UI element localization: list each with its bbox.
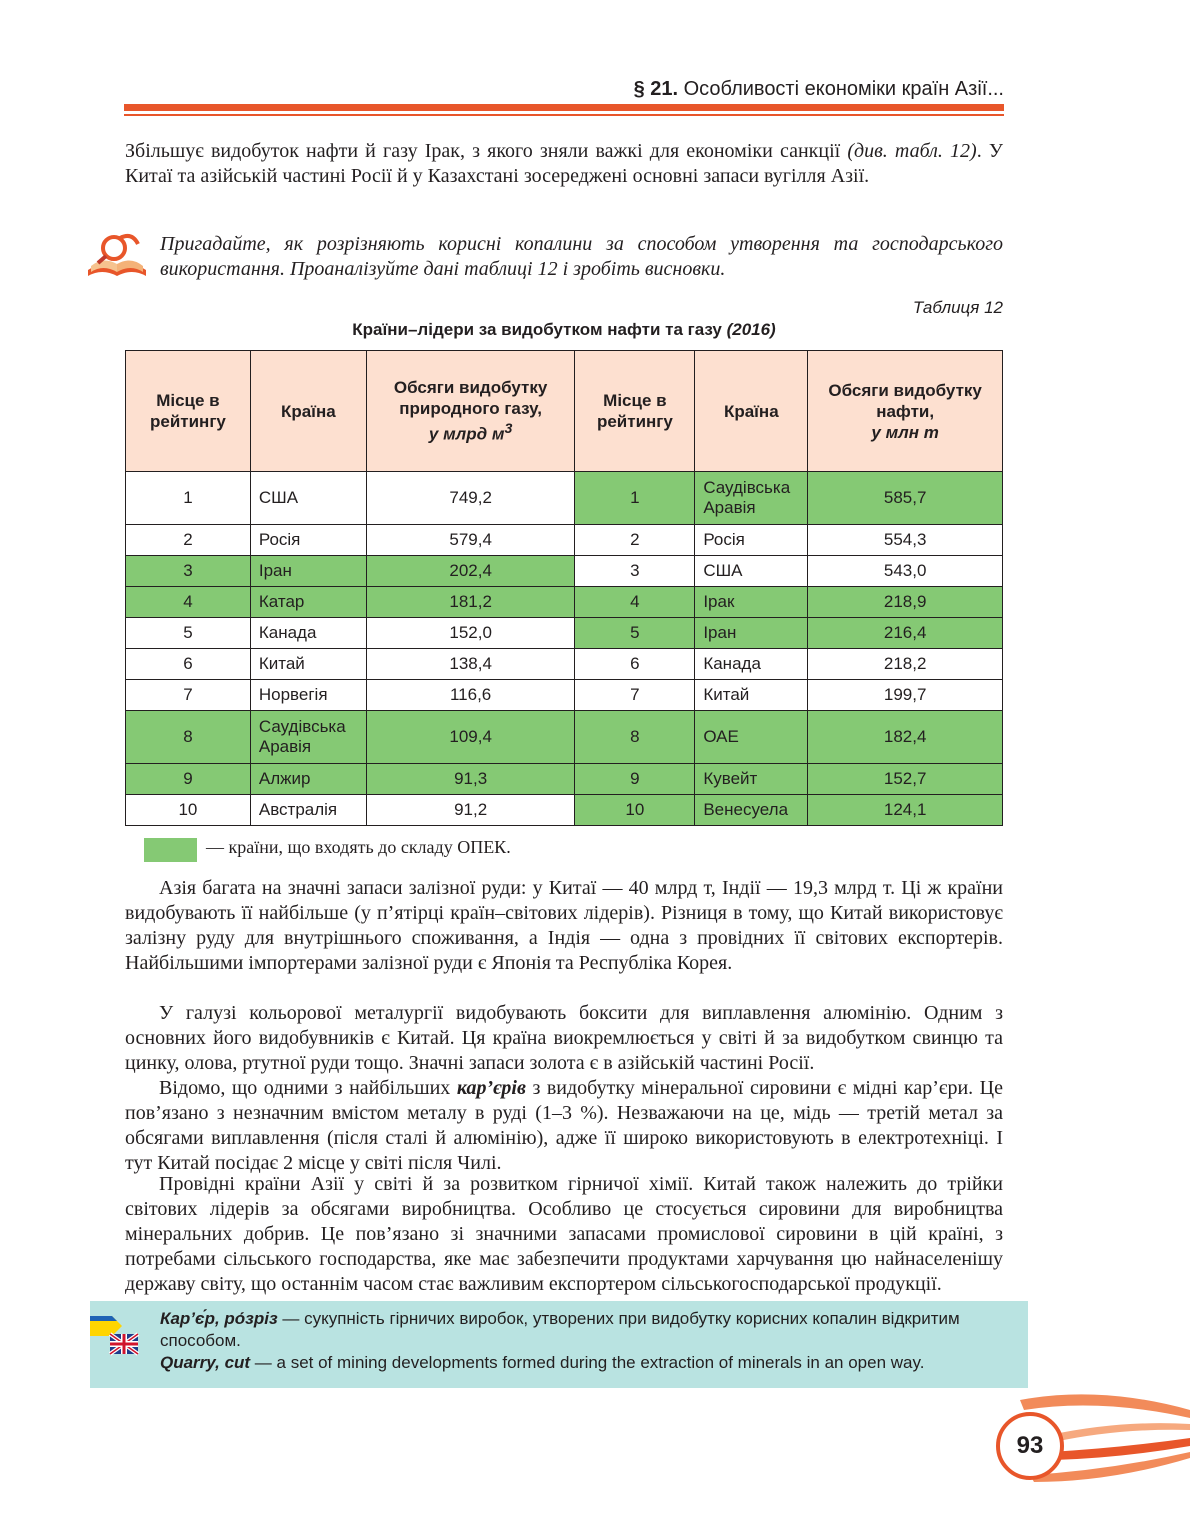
- book-with-magnifier-icon: [84, 230, 150, 280]
- gas-value-cell: 152,0: [366, 618, 575, 649]
- header-country-gas: Країна: [250, 351, 366, 472]
- rank-cell: 2: [126, 525, 251, 556]
- oil-value-cell: 543,0: [808, 556, 1003, 587]
- paragraph-mining-chemistry: Провідні країни Азії у світі й за розвитком гірничої хімії. Китай також належить до трійки світових лідерів за обсягами виробництва. Особливо це стосується сировини для виробництва мінеральних добрив. Це пов’язано зі значними запасами промислової сировини в цій країні, з потребами сільського господарства, яке має забезпечити продуктами харчування цю найнаселенішу державу світу, що останнім часом стає важливим експортером сільськогосподарської продукції.: [125, 1173, 1003, 1295]
- section-number: § 21.: [633, 78, 679, 100]
- rank-cell: 1: [126, 472, 251, 525]
- table-row: [126, 649, 1003, 680]
- section-title: Особливості економіки країн Азії...: [683, 78, 1004, 100]
- rank-cell: 7: [126, 680, 251, 711]
- rank-cell: 4: [126, 587, 251, 618]
- header-gas-volume: Обсяги видобутку природного газу, у млрд $м^3$: [366, 351, 575, 472]
- intro-paragraph: Збільшує видобуток нафти й газу Ірак, з якого зняли важкі для економіки санкції (див. табл. 12). У Китаї та азійській частині Росії й у Казахстані зосереджені основні запаси вугілля Азії.: [125, 140, 1004, 187]
- table-header-row: [126, 351, 1003, 472]
- rank-cell: 8: [575, 711, 695, 764]
- country-cell: Венесуела: [695, 795, 808, 826]
- table-title: Країни–лідери за видобутком нафти та газу (2016): [352, 320, 776, 339]
- table-row: [126, 587, 1003, 618]
- rank-cell: 2: [575, 525, 695, 556]
- table-row: [126, 556, 1003, 587]
- rank-cell: 10: [575, 795, 695, 826]
- header-rule: [124, 104, 1004, 111]
- gas-value-cell: 91,2: [366, 795, 575, 826]
- section-header: [634, 78, 1004, 101]
- oil-value-cell: 124,1: [808, 795, 1003, 826]
- country-cell: ОАЕ: [695, 711, 808, 764]
- country-cell: Росія: [695, 525, 808, 556]
- oil-value-cell: 199,7: [808, 680, 1003, 711]
- header-rule-thin: [124, 114, 1004, 116]
- rank-cell: 3: [126, 556, 251, 587]
- oil-value-cell: 585,7: [808, 472, 1003, 525]
- gas-value-cell: 138,4: [366, 649, 575, 680]
- table-row: [126, 711, 1003, 764]
- gas-value-cell: 202,4: [366, 556, 575, 587]
- table-row: [126, 764, 1003, 795]
- ukraine-uk-flags-icon: [90, 1310, 140, 1358]
- rank-cell: 5: [126, 618, 251, 649]
- opec-legend-swatch: [144, 838, 197, 862]
- rank-cell: 8: [126, 711, 251, 764]
- country-cell: Росія: [250, 525, 366, 556]
- country-cell: Китай: [250, 649, 366, 680]
- header-oil-volume: Обсяги видобутку нафти, у млн т: [808, 351, 1003, 472]
- opec-legend-text: — країни, що входять до складу ОПЕК.: [206, 837, 511, 857]
- oil-value-cell: 216,4: [808, 618, 1003, 649]
- table-row: [126, 472, 1003, 525]
- country-cell: Китай: [695, 680, 808, 711]
- gas-value-cell: 181,2: [366, 587, 575, 618]
- rank-cell: 3: [575, 556, 695, 587]
- gas-value-cell: 749,2: [366, 472, 575, 525]
- country-cell: Кувейт: [695, 764, 808, 795]
- gas-value-cell: 579,4: [366, 525, 575, 556]
- country-cell: Австралія: [250, 795, 366, 826]
- country-cell: Канада: [250, 618, 366, 649]
- country-cell: Саудівська Аравія: [250, 711, 366, 764]
- term-quarry: кар’єрів: [456, 1077, 526, 1099]
- country-cell: Норвегія: [250, 680, 366, 711]
- table-caption: Таблиця 12: [912, 298, 1003, 317]
- country-cell: США: [695, 556, 808, 587]
- rank-cell: 10: [126, 795, 251, 826]
- country-cell: Алжир: [250, 764, 366, 795]
- table-reference: (див. табл. 12): [847, 140, 977, 162]
- rank-cell: 9: [575, 764, 695, 795]
- page-number: 93: [996, 1412, 1064, 1480]
- glossary-term-en: Quarry, cut: [160, 1353, 251, 1372]
- paragraph-nonferrous: У галузі кольорової металургії видобувають боксити для виплавлення алюмінію. Одним з основних його видобувників є Китай. Ця країна виокремлюється у світі й за видобутком свинцю та цинку, олова, ртутної руди тощо. Значні запаси золота є в азійській частині Росії.: [125, 1002, 1003, 1074]
- oil-value-cell: 152,7: [808, 764, 1003, 795]
- oil-value-cell: 182,4: [808, 711, 1003, 764]
- gas-value-cell: 116,6: [366, 680, 575, 711]
- oil-value-cell: 218,9: [808, 587, 1003, 618]
- country-cell: США: [250, 472, 366, 525]
- country-cell: Саудівська Аравія: [695, 472, 808, 525]
- oil-value-cell: 554,3: [808, 525, 1003, 556]
- table-row: [126, 795, 1003, 826]
- rank-cell: 6: [575, 649, 695, 680]
- table-row: [126, 680, 1003, 711]
- rank-cell: 6: [126, 649, 251, 680]
- oil-value-cell: 218,2: [808, 649, 1003, 680]
- rank-cell: 4: [575, 587, 695, 618]
- gas-value-cell: 109,4: [366, 711, 575, 764]
- country-cell: Ірак: [695, 587, 808, 618]
- rank-cell: 1: [575, 472, 695, 525]
- glossary-term-ua: Кар’є́р, ро́зріз: [160, 1309, 278, 1328]
- country-cell: Іран: [695, 618, 808, 649]
- country-cell: Іран: [250, 556, 366, 587]
- table-row: [126, 525, 1003, 556]
- paragraph-copper: Відомо, що одними з найбільших кар’єрів з видобутку мінеральної сировини є мідні кар’єри. Це пов’язано з незначним вмістом металу в руді (1–3 %). Незважаючи на це, мідь — третій метал за обсягами виплавлення (після сталі й алюмінію), адже її широко використовують в електротехніці. І тут Китай посідає 2 місце у світі після Чилі.: [125, 1077, 1003, 1174]
- glossary-text: Кар’є́р, ро́зріз — сукупність гірничих виробок, утворених при видобутку корисних копалин відкритим способом. Quarry, cut — a set of mining developments formed during the extraction of minerals in an open way.: [160, 1309, 960, 1372]
- country-cell: Катар: [250, 587, 366, 618]
- header-rank-oil: Місце в рейтингу: [575, 351, 695, 472]
- header-rank-gas: Місце в рейтингу: [126, 351, 251, 472]
- rank-cell: 7: [575, 680, 695, 711]
- rank-cell: 9: [126, 764, 251, 795]
- country-cell: Канада: [695, 649, 808, 680]
- rank-cell: 5: [575, 618, 695, 649]
- gas-value-cell: 91,3: [366, 764, 575, 795]
- paragraph-iron-ore: Азія багата на значні запаси залізної руди: у Китаї — 40 млрд т, Індії — 19,3 млрд т. Ці ж країни видобувають її найбільше (у п’ятірці країн–світових лідерів). Різниця в тому, що Китай використовує залізну руду для внутрішнього споживання, а Індія — одна з провідних її світових експортерів. Найбільшими імпортерами залізної руди є Японія та Республіка Корея.: [125, 877, 1003, 974]
- header-country-oil: Країна: [695, 351, 808, 472]
- production-table: [125, 350, 1003, 826]
- table-row: [126, 618, 1003, 649]
- task-text: Пригадайте, як розрізняють корисні копалини за способом утворення та господарського використання. Проаналізуйте дані таблиці 12 і зробіть висновки.: [160, 233, 1003, 280]
